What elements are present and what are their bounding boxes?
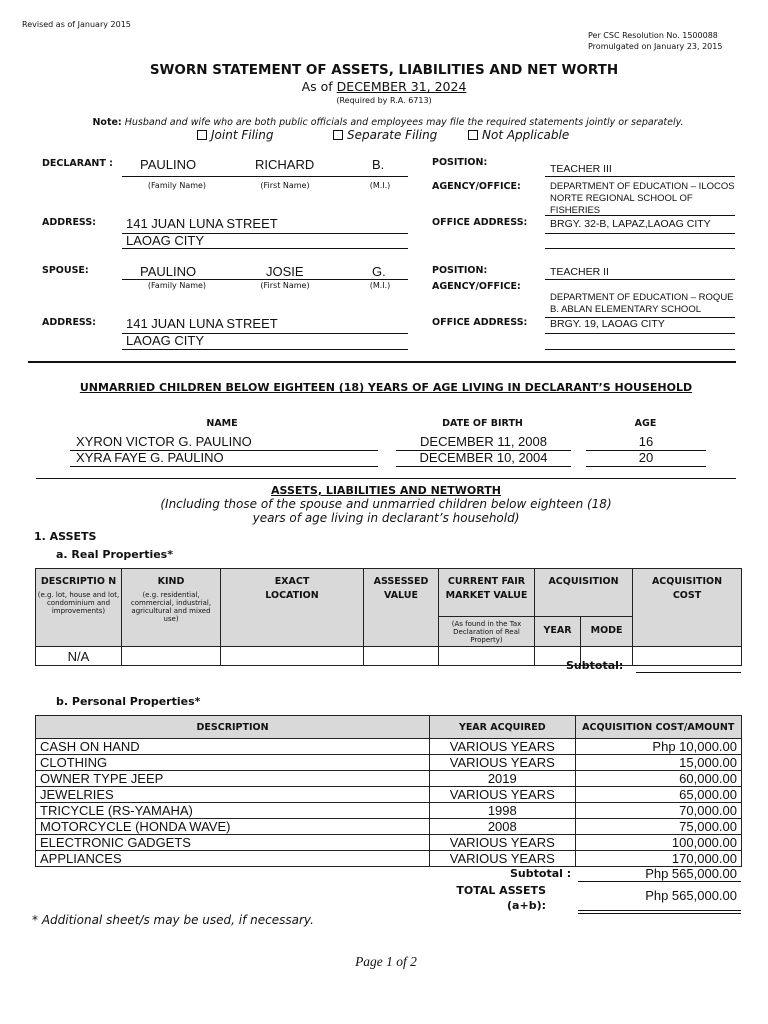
rp-col-mode: MODE bbox=[581, 617, 633, 647]
as-of-line bbox=[0, 79, 768, 94]
child-dob: DECEMBER 10, 2004 bbox=[419, 450, 548, 465]
csc-resolution: Per CSC Resolution No. 1500088 bbox=[588, 31, 718, 40]
as-of-date: DECEMBER 31, 2024 bbox=[336, 79, 467, 94]
rp-col-acquisition: ACQUISITION bbox=[535, 569, 633, 617]
table-row: MOTORCYCLE (HONDA WAVE) 2008 75,000.00 bbox=[36, 819, 742, 835]
declarant-address-label: ADDRESS: bbox=[42, 217, 96, 228]
assets-subtitle-2: years of age living in declarant’s household) bbox=[252, 511, 520, 525]
total-assets-label bbox=[440, 883, 546, 913]
declarant-position-label: POSITION: bbox=[432, 157, 488, 168]
personal-subtotal-label: Subtotal : bbox=[510, 867, 572, 880]
real-properties-label: a. Real Properties* bbox=[56, 548, 173, 561]
pp-col-cost: ACQUISITION COST/AMOUNT bbox=[575, 716, 741, 739]
not-applicable-label: Not Applicable bbox=[482, 128, 570, 142]
total-double-underline bbox=[578, 910, 741, 914]
personal-properties-label: b. Personal Properties* bbox=[56, 695, 201, 708]
personal-subtotal: Php 565,000.00 bbox=[645, 866, 737, 881]
note-text: Husband and wife who are both public officials and employees may file the required statements jointly or separately. bbox=[124, 117, 684, 128]
separate-filing-checkbox[interactable] bbox=[333, 130, 343, 140]
joint-filing-option[interactable] bbox=[197, 128, 273, 142]
declarant-mi: B. bbox=[372, 157, 385, 172]
total-assets-label-2: (a+b): bbox=[507, 899, 546, 912]
declarant-office-address: BRGY. 32-B, LAPAZ,LAOAG CITY bbox=[550, 218, 711, 230]
filing-note bbox=[0, 117, 768, 128]
spouse-address-2: LAOAG CITY bbox=[126, 333, 205, 348]
declarant-agency: DEPARTMENT OF EDUCATION – ILOCOS NORTE REGIONAL SCHOOL OF FISHERIES bbox=[550, 181, 735, 216]
spouse-cap-mi: (M.I.) bbox=[369, 281, 391, 290]
spouse-address-label: ADDRESS: bbox=[42, 317, 96, 328]
child-age: 16 bbox=[638, 434, 654, 449]
rp-row-description: N/A bbox=[36, 647, 122, 666]
declarant-family-name: PAULINO bbox=[140, 157, 197, 172]
note-label: Note: bbox=[92, 117, 122, 128]
spouse-agency-label: AGENCY/OFFICE: bbox=[432, 281, 521, 292]
children-col-name: NAME bbox=[206, 418, 238, 429]
declarant-cap-mi: (M.I.) bbox=[369, 181, 391, 190]
declarant-first-name: RICHARD bbox=[255, 157, 315, 172]
declarant-position: TEACHER III bbox=[550, 163, 612, 175]
declarant-agency-label: AGENCY/OFFICE: bbox=[432, 181, 521, 192]
spouse-position-label: POSITION: bbox=[432, 265, 488, 276]
child-name: XYRON VICTOR G. PAULINO bbox=[76, 434, 252, 449]
table-row: CASH ON HAND VARIOUS YEARS Php 10,000.00 bbox=[36, 739, 742, 755]
declarant-label: DECLARANT : bbox=[42, 158, 113, 169]
personal-properties-table bbox=[35, 715, 742, 867]
rp-col-fmv: CURRENT FAIR MARKET VALUE bbox=[439, 569, 535, 617]
spouse-position: TEACHER II bbox=[550, 266, 609, 278]
joint-filing-label: Joint Filing bbox=[211, 128, 274, 142]
rp-col-description: DESCRIPTIO N (e.g. lot, house and lot, condominium and improvements) bbox=[36, 569, 122, 647]
table-row: CLOTHING VARIOUS YEARS 15,000.00 bbox=[36, 755, 742, 771]
spouse-cap-family: (Family Name) bbox=[147, 281, 207, 290]
spouse-address-1: 141 JUAN LUNA STREET bbox=[126, 316, 278, 331]
child-name: XYRA FAYE G. PAULINO bbox=[76, 450, 224, 465]
declarant-cap-first: (First Name) bbox=[260, 181, 310, 190]
additional-sheets-note: * Additional sheet/s may be used, if necessary. bbox=[32, 913, 314, 927]
as-of-prefix: As of bbox=[301, 79, 333, 94]
spouse-first-name: JOSIE bbox=[266, 264, 304, 279]
child-age: 20 bbox=[638, 450, 654, 465]
rp-col-cost: ACQUISITION COST bbox=[633, 569, 742, 647]
total-assets-label-1: TOTAL ASSETS bbox=[456, 884, 546, 897]
spouse-cap-first: (First Name) bbox=[260, 281, 310, 290]
children-col-dob: DATE OF BIRTH bbox=[442, 418, 523, 429]
total-assets: Php 565,000.00 bbox=[645, 888, 737, 903]
spouse-office-address-label: OFFICE ADDRESS: bbox=[432, 317, 528, 328]
rp-col-assessed: ASSESSED VALUE bbox=[364, 569, 439, 647]
required-by: (Required by R.A. 6713) bbox=[336, 96, 432, 105]
not-applicable-option[interactable] bbox=[468, 128, 569, 142]
table-row: OWNER TYPE JEEP 2019 60,000.00 bbox=[36, 771, 742, 787]
section-assets: 1. ASSETS bbox=[34, 530, 97, 543]
rp-col-location: EXACT LOCATION bbox=[221, 569, 364, 647]
children-title: UNMARRIED CHILDREN BELOW EIGHTEEN (18) YEARS OF AGE LIVING IN DECLARANT’S HOUSEHOLD bbox=[79, 381, 693, 394]
separate-filing-option[interactable] bbox=[333, 128, 437, 142]
not-applicable-checkbox[interactable] bbox=[468, 130, 478, 140]
pp-col-description: DESCRIPTION bbox=[36, 716, 430, 739]
declarant-cap-family: (Family Name) bbox=[147, 181, 207, 190]
section-divider bbox=[28, 361, 736, 363]
assets-subtitle-1: (Including those of the spouse and unmarried children below eighteen (18) bbox=[160, 497, 612, 511]
revised-note: Revised as of January 2015 bbox=[22, 20, 131, 29]
table-row: ELECTRONIC GADGETS VARIOUS YEARS 100,000.00 bbox=[36, 835, 742, 851]
table-row: APPLIANCES VARIOUS YEARS 170,000.00 bbox=[36, 851, 742, 867]
spouse-office-address: BRGY. 19, LAOAG CITY bbox=[550, 318, 665, 330]
promulgated-date: Promulgated on January 23, 2015 bbox=[588, 42, 723, 51]
joint-filing-checkbox[interactable] bbox=[197, 130, 207, 140]
declarant-office-address-label: OFFICE ADDRESS: bbox=[432, 217, 528, 228]
spouse-agency: DEPARTMENT OF EDUCATION – ROQUE B. ABLAN ELEMENTARY SCHOOL bbox=[550, 292, 734, 315]
page-number: Page 1 of 2 bbox=[355, 954, 417, 969]
spouse-family-name: PAULINO bbox=[140, 264, 197, 279]
pp-col-year: YEAR ACQUIRED bbox=[430, 716, 575, 739]
table-row: TRICYCLE (RS-YAMAHA) 1998 70,000.00 bbox=[36, 803, 742, 819]
rp-col-kind: KIND (e.g. residential, commercial, industrial, agricultural and mixed use) bbox=[122, 569, 221, 647]
declarant-address-1: 141 JUAN LUNA STREET bbox=[126, 216, 278, 231]
rp-col-fmv-note: (As found in the Tax Declaration of Real Property) bbox=[439, 617, 535, 647]
children-col-age: AGE bbox=[634, 418, 657, 429]
real-subtotal-label: Subtotal: bbox=[566, 659, 624, 672]
assets-divider bbox=[36, 478, 736, 479]
separate-filing-label: Separate Filing bbox=[347, 128, 438, 142]
child-dob: DECEMBER 11, 2008 bbox=[420, 434, 547, 449]
assets-title: ASSETS, LIABILITIES AND NETWORTH bbox=[271, 484, 501, 497]
declarant-address-2: LAOAG CITY bbox=[126, 233, 205, 248]
page-title: SWORN STATEMENT OF ASSETS, LIABILITIES AND NET WORTH bbox=[149, 62, 619, 78]
table-row: JEWELRIES VARIOUS YEARS 65,000.00 bbox=[36, 787, 742, 803]
spouse-mi: G. bbox=[372, 264, 386, 279]
real-properties-table bbox=[35, 568, 742, 666]
rp-col-year: YEAR bbox=[535, 617, 581, 647]
spouse-label: SPOUSE: bbox=[42, 265, 89, 276]
